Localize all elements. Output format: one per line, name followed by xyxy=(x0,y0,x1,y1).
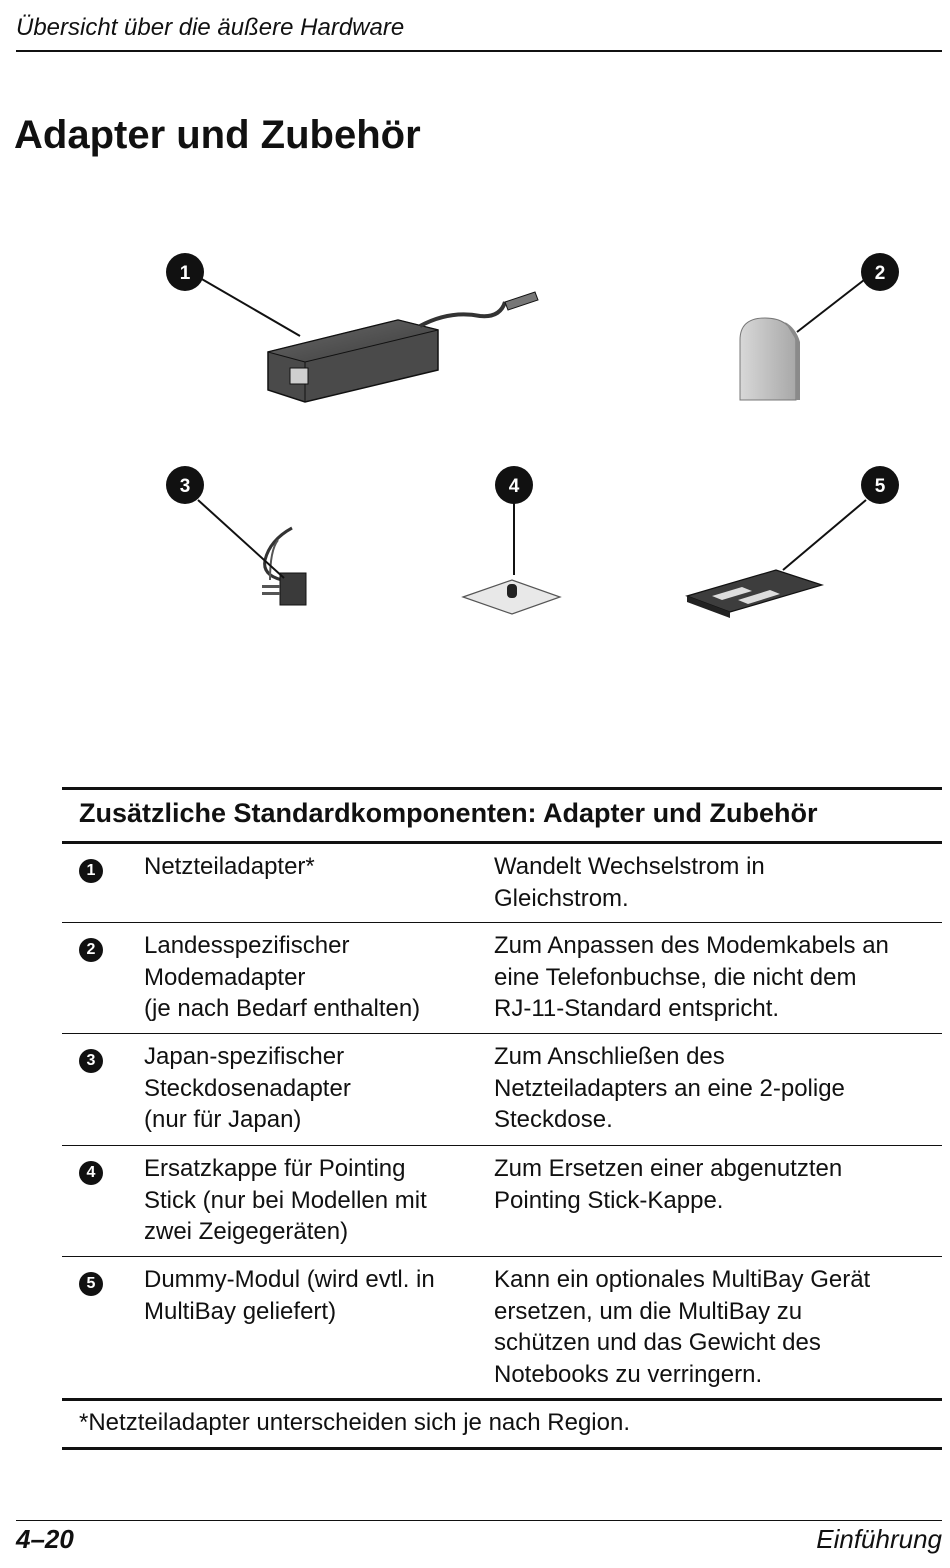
pointing-stick-cap-drawing xyxy=(463,502,560,614)
component-name: Japan-spezifischer Steckdosenadapter (nur für Japan) xyxy=(144,1043,351,1133)
page-title: Adapter und Zubehör xyxy=(14,113,421,157)
component-name: Ersatzkappe für Pointing Stick (nur bei Modellen mit zwei Zeigegeräten) xyxy=(144,1155,427,1245)
modem-adapter-drawing xyxy=(740,280,864,400)
svg-text:3: 3 xyxy=(179,476,191,497)
row-number-badge: 3 xyxy=(79,1049,103,1073)
header-rule xyxy=(16,50,942,52)
page-number: 4–20 xyxy=(16,1524,74,1554)
component-description: Zum Anschließen des Netzteiladapters an eine 2-polige Steckdose. xyxy=(494,1043,845,1133)
components-table xyxy=(62,787,942,1450)
ac-adapter-drawing xyxy=(200,278,538,402)
svg-text:5: 5 xyxy=(874,476,886,497)
component-description: Zum Anpassen des Modemkabels an eine Telefonbuchse, die nicht dem RJ-11-Standard entspricht. xyxy=(494,932,889,1022)
footer-section-title: Einführung xyxy=(816,1524,942,1554)
svg-text:2: 2 xyxy=(874,263,886,284)
component-name: Landesspezifischer Modemadapter (je nach Bedarf enthalten) xyxy=(144,932,421,1022)
svg-text:1: 1 xyxy=(179,263,191,284)
table-row xyxy=(62,1257,942,1398)
footer-rule xyxy=(16,1520,942,1521)
table-footnote: *Netzteiladapter unterscheiden sich je nach Region. xyxy=(79,1409,631,1436)
row-number-badge: 4 xyxy=(79,1161,103,1185)
table-caption: Zusätzliche Standardkomponenten: Adapter und Zubehör xyxy=(79,798,818,828)
component-name: Netzteiladapter* xyxy=(144,853,315,880)
component-name: Dummy-Modul (wird evtl. in MultiBay geliefert) xyxy=(144,1266,435,1325)
table-row xyxy=(62,923,942,1033)
svg-text:4: 4 xyxy=(508,476,520,497)
row-number-badge: 5 xyxy=(79,1272,103,1296)
component-description: Zum Ersetzen einer abgenutzten Pointing Stick-Kappe. xyxy=(494,1155,843,1214)
row-number-badge: 1 xyxy=(79,859,103,883)
callout-2 xyxy=(861,253,899,291)
table-bottom-rule xyxy=(62,1447,942,1450)
table-row xyxy=(62,1146,942,1256)
table-row xyxy=(62,1034,942,1145)
component-description: Wandelt Wechselstrom in Gleichstrom. xyxy=(494,853,765,912)
callout-1 xyxy=(166,253,204,291)
japan-outlet-adapter-drawing xyxy=(198,500,306,605)
running-header: Übersicht über die äußere Hardware xyxy=(16,14,405,41)
accessories-illustration xyxy=(0,240,950,640)
callout-5 xyxy=(861,466,899,504)
callout-4 xyxy=(495,466,533,504)
component-description: Kann ein optionales MultiBay Gerät ersetzen, um die MultiBay zu schützen und das Gewicht des Notebooks zu verringern. xyxy=(494,1266,871,1388)
row-number-badge: 2 xyxy=(79,938,103,962)
dummy-module-drawing xyxy=(687,500,866,618)
callout-3 xyxy=(166,466,204,504)
table-row xyxy=(62,844,942,922)
